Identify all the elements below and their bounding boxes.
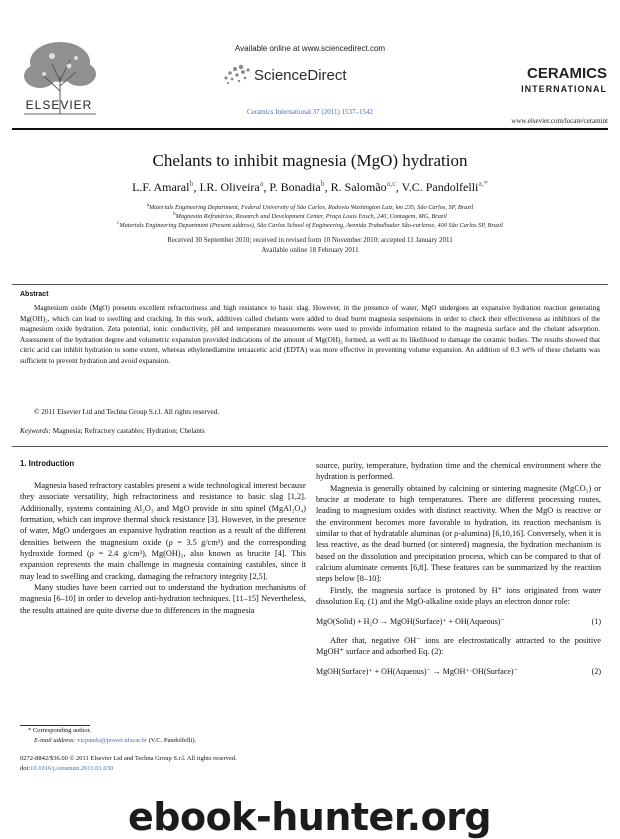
header-rule <box>12 128 608 130</box>
doi-line: doi:10.1016/j.ceramint.2011.01.030 <box>20 765 114 772</box>
paragraph: Many studies have been carried out to understand the hydration mechanisms of magnesia [6–10] in order to develop anti-hydration techniques. [11–15] Nevertheless, the results attained are quite diverse due to differences in the magnesia <box>20 583 306 615</box>
paragraph: Firstly, the magnesia surface is protoned by H⁺ ions originated from water dissolution Eq. (1) and the MgO-alkaline oxide plays an electron donor role: <box>316 585 601 607</box>
copyright-line: © 2011 Elsevier Ltd and Techna Group S.r.l. All rights reserved. <box>34 408 220 416</box>
equation-number: (1) <box>591 617 601 627</box>
issn-line: 0272-8842/$36.00 © 2011 Elsevier Ltd and Techna Group S.r.l. All rights reserved. <box>20 755 237 762</box>
journal-name: CERAMICS <box>526 65 607 82</box>
corresponding-author-note: * Corresponding author. <box>28 727 92 734</box>
received-dates: Received 30 September 2010; received in revised form 10 November 2010; accepted 11 January 2011 <box>167 236 453 244</box>
paragraph: Magnesia is generally obtained by calcining or sintering magnesite (MgCO₃) or brucite at moderate to high temperatures. There are different processing routes, leading to magnesium oxides with distinct reactivity. When the MgO is reactive or the environment becomes more favorable to hydration, its reaction mechanism is similar to that of hydratable aluminas (or ρ-alumina) [6,10,16]. Conversely, when it is less reactive, as the dead burned (or sintered) magnesia, the hydration mechanism is based on the dissolution and precipitation process, which can be compared to that of calcium aluminate cements [6,8]. These features can be summarized by the reaction steps below [8–10]: <box>316 483 601 584</box>
sciencedirect-dots-icon <box>222 64 252 86</box>
equation-2: MgOH(Surface)⁺ + OH(Aqueous)⁻ → MgOH⁺·OH(Surface)⁻ (2) <box>316 666 601 676</box>
equation-1: MgO(Solid) + H₂O → MgOH(Surface)⁺ + OH(Aqueous)⁻ (1) <box>316 617 601 627</box>
section-heading: 1. Introduction <box>20 459 75 468</box>
sciencedirect-wordmark: ScienceDirect <box>254 67 347 84</box>
abstract-text: Magnesium oxide (MgO) presents excellent refractoriness and high resistance to basic slag. However, in the presence of water, MgO undergoes an expansive hydration reaction generating Mg(OH)₂, which can lead to swelling and cracking. In this work, additives called chelants were added to dead burnt magnesia suspensions in order to check their effectiveness as inhibitors of the magnesium oxide hydration. Zeta potential, ionic conductivity, pH and temperature measurements were used to provide information related to the magnesia surface and the chelant adsorption. Assessment of the hydration degree and volumetric expansion provided indications of the amount of Mg(OH)₂ formed, as well as its likelihood to damage the ceramic bodies. The results showed that citric acid can inhibit hydration to some extent, whereas ethylenediamine tetraacetic acid (EDTA) was more effective in preventing volume expansion. An addition of 0.3 wt% of these chelants was sufficient to prevent hydration and avoid expansion. <box>20 304 600 365</box>
footnote-rule <box>20 725 90 726</box>
publisher-name: ELSEVIER <box>25 98 93 112</box>
paragraph: Magnesia based refractory castables present a wide technological interest because they associate versatility, high refractoriness and resistance to basic slag [1,2]. Additionally, systems containing Al₂O₃ and MgO provide in situ spinel (MgAl₂O₄) formation, which can improve thermal shock resistance [3]. However, in the presence of water, MgO undergoes an expansive hydration reaction as a result of the different densities between the magnesium oxide (ρ = 3.5 g/cm³) and the corresponding hydroxide formed (ρ = 2.4 g/cm³), Mg(OH)₂, also known as brucite [4]. This expansion represents the main challenge in magnesia containing castables, since it may lead to swelling and cracking, damaging the refractory integrity [2,5]. <box>20 481 306 581</box>
equation-number: (2) <box>591 666 601 676</box>
author-list: L.F. Amaral$^b$, I.R. Oliveira$^a$, P. Bonadia$^b$, R. Salomão$^{a,c}$, V.C. Pandolfelli$^{a,*}$ <box>132 179 488 194</box>
doi-link[interactable]: 10.1016/j.ceramint.2011.01.030 <box>30 765 114 772</box>
paragraph: After that, negative OH⁻ ions are electrostatically attracted to the positive MgOH⁺ surface and adsorbed Eq. (2): <box>316 635 601 657</box>
paragraph: source, purity, temperature, hydration time and the chemical environment where the hydration is performed. <box>316 461 601 482</box>
left-column <box>20 480 306 616</box>
journal-citation[interactable]: Ceramics International 37 (2011) 1537–1542 <box>246 108 374 116</box>
online-date: Available online 18 February 2011 <box>261 246 359 254</box>
article-title: Chelants to inhibit magnesia (MgO) hydration <box>152 151 468 170</box>
email-note: E-mail address: vicpando@power.ufscar.br (V.C. Pandolfelli). <box>34 737 197 744</box>
abstract-top-rule <box>12 284 608 285</box>
author[interactable]: L.F. Amaral$^b$ <box>132 179 194 194</box>
abstract-heading: Abstract <box>20 291 49 298</box>
watermark: ebook-hunter.org <box>128 795 492 839</box>
affiliation: $^a$Materials Engineering Department, Federal University of São Carlos, Rodovia Washington Luiz, km 235, São Carlos, SP, Brazil <box>146 203 474 212</box>
available-online-text: Available online at www.sciencedirect.com <box>234 44 386 53</box>
author[interactable]: R. Salomão$^{a,c}$ <box>330 179 396 194</box>
sciencedirect-logo[interactable] <box>222 64 382 88</box>
affiliation: $^c$Materials Engineering Department (Present address), São Carlos School of Engineering, Avenida Trabalhador São-carlense, 400 São Carlos SP, Brazil <box>117 221 503 230</box>
journal-name-sub: INTERNATIONAL <box>521 84 607 94</box>
author[interactable]: P. Bonadia$^b$ <box>269 179 325 194</box>
author[interactable]: I.R. Oliveira$^a$ <box>199 179 264 194</box>
journal-homepage[interactable]: www.elsevier.com/locate/ceramint <box>511 117 608 125</box>
affiliation: $^b$Magnesita Refratários, Research and Development Center, Praça Louis Ensch, 240, Contagem, MG, Brazil <box>173 212 447 221</box>
right-column <box>316 460 601 677</box>
abstract-bottom-rule <box>12 446 608 447</box>
email-link[interactable]: vicpando@power.ufscar.br <box>77 737 147 744</box>
author[interactable]: V.C. Pandolfelli$^{a,*}$ <box>401 179 488 194</box>
keywords: Keywords: Magnesia; Refractory castables; Hydration; Chelants <box>20 427 205 435</box>
